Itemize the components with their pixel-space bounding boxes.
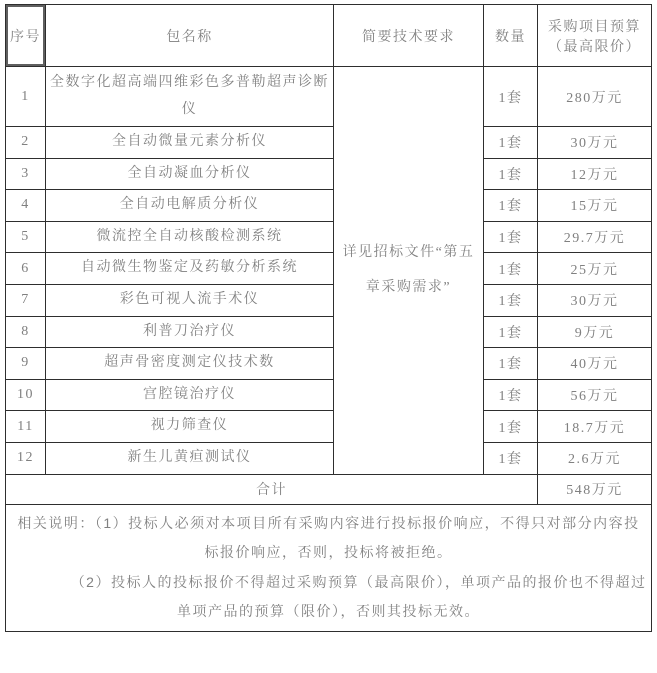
header-budget: [538, 5, 652, 67]
table-row: [6, 348, 652, 380]
header-seq: [6, 5, 46, 67]
row-name: 视力筛查仪: [46, 411, 334, 443]
row-name: 全自动凝血分析仪: [46, 158, 334, 190]
table-row: [6, 221, 652, 253]
row-qty: 1套: [484, 127, 538, 159]
row-budget: 40万元: [538, 348, 652, 380]
total-row: [6, 474, 652, 504]
row-qty: 1套: [484, 67, 538, 127]
table-row: [6, 316, 652, 348]
row-budget: 2.6万元: [538, 442, 652, 474]
notes-cell: [6, 504, 652, 631]
row-budget: 56万元: [538, 379, 652, 411]
row-budget: 25万元: [538, 253, 652, 285]
header-package: 包名称: [46, 5, 334, 67]
row-budget: 30万元: [538, 284, 652, 316]
row-qty: 1套: [484, 253, 538, 285]
row-no: 4: [6, 190, 46, 222]
row-no: 3: [6, 158, 46, 190]
row-budget: 12万元: [538, 158, 652, 190]
header-qty: 数量: [484, 5, 538, 67]
row-qty: 1套: [484, 158, 538, 190]
row-no: 1: [6, 67, 46, 127]
requirement-note: 详见招标文件“第五章采购需求”: [334, 67, 484, 475]
table-row: [6, 253, 652, 285]
row-no: 5: [6, 221, 46, 253]
header-seq-label: 序号: [10, 29, 41, 45]
row-budget: 280万元: [538, 67, 652, 127]
row-qty: 1套: [484, 348, 538, 380]
total-label: 合计: [6, 474, 538, 504]
row-qty: 1套: [484, 442, 538, 474]
row-budget: 18.7万元: [538, 411, 652, 443]
header-requirement: 简要技术要求: [334, 5, 484, 67]
notes-row: [6, 504, 652, 631]
table-row: [6, 67, 652, 127]
table-row: [6, 127, 652, 159]
row-qty: 1套: [484, 221, 538, 253]
row-name: 全自动微量元素分析仪: [46, 127, 334, 159]
table-row: [6, 379, 652, 411]
table-row: [6, 411, 652, 443]
row-no: 8: [6, 316, 46, 348]
row-budget: 15万元: [538, 190, 652, 222]
row-name: 彩色可视人流手术仪: [46, 284, 334, 316]
notes-paragraph-2: （2）投标人的投标报价不得超过采购预算（最高限价），单项产品的报价也不得超过单项产品的预算（限价），否则其投标无效。: [70, 573, 647, 619]
row-no: 7: [6, 284, 46, 316]
row-qty: 1套: [484, 284, 538, 316]
row-budget: 9万元: [538, 316, 652, 348]
row-name: 利普刀治疗仪: [46, 316, 334, 348]
row-qty: 1套: [484, 190, 538, 222]
row-qty: 1套: [484, 379, 538, 411]
row-no: 9: [6, 348, 46, 380]
row-name: 自动微生物鉴定及药敏分析系统: [46, 253, 334, 285]
row-no: 10: [6, 379, 46, 411]
table-row: [6, 158, 652, 190]
row-no: 12: [6, 442, 46, 474]
header-budget-line2: （最高限价）: [548, 39, 641, 55]
row-no: 2: [6, 127, 46, 159]
table-row: [6, 442, 652, 474]
row-name: 超声骨密度测定仪技术数: [46, 348, 334, 380]
table-row: [6, 284, 652, 316]
row-name: 宫腔镜治疗仪: [46, 379, 334, 411]
row-name: 新生儿黄疸测试仪: [46, 442, 334, 474]
row-budget: 29.7万元: [538, 221, 652, 253]
row-name: 全数字化超高端四维彩色多普勒超声诊断仪: [46, 67, 334, 127]
header-budget-line1: 采购项目预算: [548, 19, 641, 35]
row-budget: 30万元: [538, 127, 652, 159]
header-row: [6, 5, 652, 67]
table-row: [6, 190, 652, 222]
row-no: 6: [6, 253, 46, 285]
row-no: 11: [6, 411, 46, 443]
row-qty: 1套: [484, 411, 538, 443]
procurement-table: [5, 4, 652, 632]
row-qty: 1套: [484, 316, 538, 348]
row-name: 微流控全自动核酸检测系统: [46, 221, 334, 253]
notes-paragraph-1: 相关说明：（1）投标人必须对本项目所有采购内容进行投标报价响应，不得只对部分内容投标报价响应，否则，投标将被拒绝。: [17, 514, 640, 561]
total-value: 548万元: [538, 474, 652, 504]
row-name: 全自动电解质分析仪: [46, 190, 334, 222]
